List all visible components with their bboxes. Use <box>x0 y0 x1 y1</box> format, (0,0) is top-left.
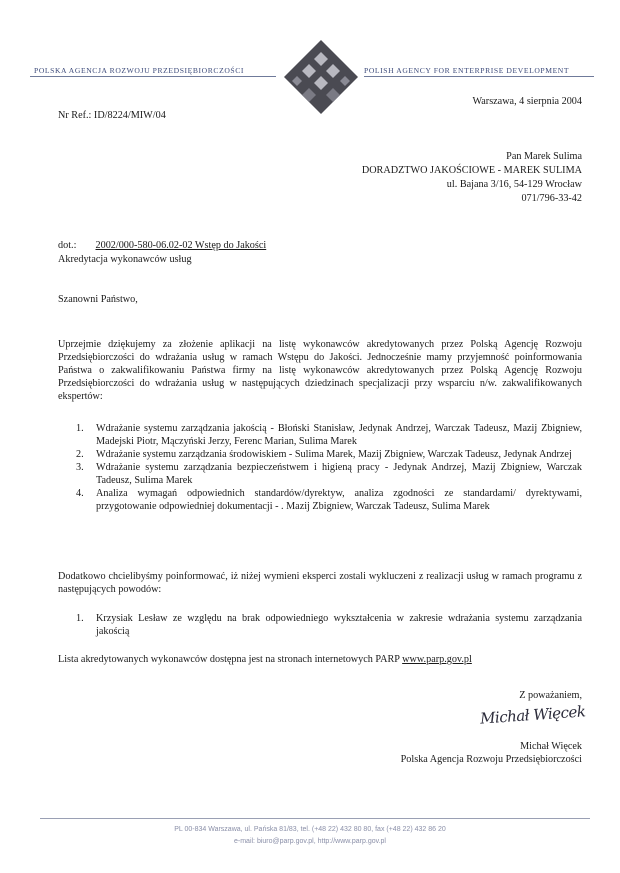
signer-name: Michał Więcek <box>520 741 582 752</box>
letterhead-right-text: POLISH AGENCY FOR ENTERPRISE DEVELOPMENT <box>364 66 570 75</box>
paragraph-1: Uprzejmie dziękujemy za złożenie aplikacji na listę wykonawców akredytowanych przez Polską Agencję Rozwoju Przedsiębiorczości do wdrażania usług w ramach Wstępu do Jakości. Jednocześnie mamy przyjemność poinformowania Państwa o zakwalifikowaniu Państwa firmy na listę wykonawców akredytowanych przez Polską Agencję Rozwoju Przedsiębiorczości do wdrażania usług w następujących dziedzinach specjalizacji przy wsparciu n/w. zakwalifikowanych ekspertów: <box>58 339 582 402</box>
subject-prefix: dot.: <box>58 240 77 251</box>
letterhead-rule-left <box>30 76 276 77</box>
parp-website-link[interactable]: www.parp.gov.pl <box>402 654 472 665</box>
list-item: 1. Wdrażanie systemu zarządzania jakością - Błoński Stanisław, Jedynak Andrzej, Warczak Tadeusz, Mazij Zbigniew, Madejski Piotr, Mączyński Jerzy, Ferenc Marian, Sulima Marek <box>76 423 582 447</box>
specialization-list <box>76 422 582 513</box>
paragraph-3-text: Lista akredytowanych wykonawców dostępna jest na stronach internetowych PARP <box>58 654 400 665</box>
list-item: 1. Krzysiak Lesław ze względu na brak odpowiedniego wykształcenia w zakresie wdrażania systemu zarządzania jakością <box>76 613 582 637</box>
recipient-phone: 071/796-33-42 <box>521 193 582 204</box>
footer-contact: e-mail: biuro@parp.gov.pl, http://www.parp.gov.pl <box>234 838 386 845</box>
handwritten-signature: Michał Więcek <box>479 702 586 728</box>
list-item: 4. Analiza wymagań odpowiednich standardów/dyrektyw, analiza zgodności ze standardami/ dyrektywami, przygotowanie odpowiedniej dokumentacji - . Mazij Zbigniew, Warczak Tadeusz, Sulima Marek <box>76 488 582 512</box>
recipient-name: Pan Marek Sulima <box>506 151 582 162</box>
subject-program: 2002/000-580-06.02-02 Wstęp do Jakości <box>95 240 267 251</box>
signer-organization: Polska Agencja Rozwoju Przedsiębiorczości <box>400 754 582 765</box>
letter-date: Warszawa, 4 sierpnia 2004 <box>472 96 582 107</box>
footer-rule <box>40 818 590 819</box>
letterhead-rule-right <box>364 76 594 77</box>
list-item: 2. Wdrażanie systemu zarządzania środowiskiem - Sulima Marek, Mazij Zbigniew, Warczak Tadeusz, Jedynak Andrzej <box>76 449 572 460</box>
recipient-address: ul. Bajana 3/16, 54-129 Wrocław <box>446 179 582 190</box>
salutation: Szanowni Państwo, <box>58 294 138 305</box>
excluded-experts-list <box>76 612 582 638</box>
subject-block <box>58 239 266 267</box>
paragraph-2: Dodatkowo chcielibyśmy poinformować, iż niżej wymieni eksperci zostali wykluczeni z realizacji usług w ramach programu z następujących powodów: <box>58 571 582 595</box>
footer-address: PL 00-834 Warszawa, ul. Pańska 81/83, tel. (+48 22) 432 80 80, fax (+48 22) 432 86 20 <box>174 826 446 833</box>
closing: Z poważaniem, <box>519 690 582 701</box>
recipient-company: DORADZTWO JAKOŚCIOWE - MAREK SULIMA <box>361 165 582 176</box>
letterhead-left-text: POLSKA AGENCJA ROZWOJU PRZEDSIĘBIORCZOŚCI <box>34 66 245 75</box>
reference-number: Nr Ref.: ID/8224/MIW/04 <box>58 110 166 121</box>
list-item: 3. Wdrażanie systemu zarządzania bezpieczeństwem i higieną pracy - Jedynak Andrzej, Mazij Zbigniew, Warczak Tadeusz, Sulima Marek <box>76 462 582 486</box>
recipient-block <box>300 150 582 206</box>
parp-logo-icon <box>282 38 360 116</box>
paragraph-3 <box>58 654 588 665</box>
subject-line2: Akredytacja wykonawców usług <box>58 254 192 265</box>
